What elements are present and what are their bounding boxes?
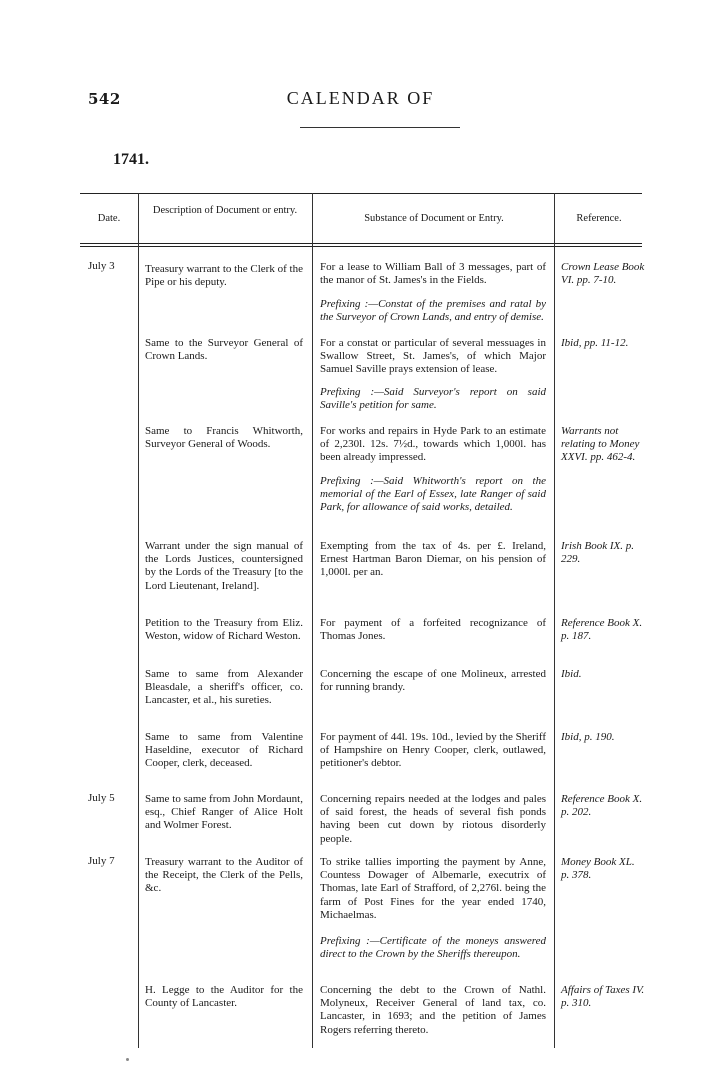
row-prefixing: Prefixing :—Certificate of the moneys answered direct to the Crown by the Sheriffs thereupon. bbox=[320, 935, 546, 961]
row-substance: For a constat or particular of several messuages in Swallow Street, St. James's, of which Major Samuel Saville prays extension of lease. bbox=[320, 337, 546, 376]
row-substance: For payment of a forfeited recognizance of Thomas Jones. bbox=[320, 617, 546, 643]
row-substance: For a lease to William Ball of 3 messages, part of the manor of St. James's in the Fields. bbox=[320, 261, 546, 287]
row-substance: For works and repairs in Hyde Park to an estimate of 2,230l. 12s. 7½d., towards which 1,000l. has been already impressed. bbox=[320, 425, 546, 464]
table-header-rule-2 bbox=[80, 246, 642, 247]
title-rule bbox=[300, 127, 460, 128]
row-description: Same to Francis Whitworth, Surveyor General of Woods. bbox=[145, 425, 303, 451]
row-substance: Concerning the debt to the Crown of Nathl. Molyneux, Receiver General of land tax, co. Lancaster, in 1693; and the petition of James Rogers referring thereto. bbox=[320, 984, 546, 1036]
row-reference: Ibid, p. 190. bbox=[561, 731, 615, 743]
column-divider-description bbox=[312, 193, 313, 1048]
column-header-date: Date. bbox=[97, 213, 121, 224]
column-header-substance: Substance of Document or Entry. bbox=[364, 213, 504, 224]
row-description: Warrant under the sign manual of the Lords Justices, countersigned by the Lords of the Treasury [to the Lord Lieutenant, Ireland]. bbox=[145, 540, 303, 592]
row-description: Petition to the Treasury from Eliz. Weston, widow of Richard Weston. bbox=[145, 617, 303, 643]
row-substance: Exempting from the tax of 4s. per £. Ireland, Ernest Hartman Baron Diemar, on his pension of 1,000l. per an. bbox=[320, 540, 546, 579]
row-reference: Irish Book IX. p. 229. bbox=[561, 540, 635, 566]
row-substance: To strike tallies importing the payment by Anne, Countess Dowager of Albemarle, executrix of Thomas, late Earl of Strafford, of 2,276l. being the farm of Post Fines for the year ended 1740, Michaelmas. bbox=[320, 856, 546, 921]
row-description: Same to same from John Mordaunt, esq., Chief Ranger of Alice Holt and Wolmer Forest. bbox=[145, 793, 303, 832]
row-description: Treasury warrant to the Clerk of the Pipe or his deputy. bbox=[145, 263, 303, 289]
column-header-description: Description of Document or entry. bbox=[152, 205, 298, 216]
row-reference: Reference Book X. p. 187. bbox=[561, 617, 643, 643]
column-divider-date bbox=[138, 193, 139, 1048]
column-header-reference: Reference. bbox=[576, 213, 622, 224]
row-description: Same to same from Valentine Haseldine, executor of Richard Cooper, clerk, deceased. bbox=[145, 731, 303, 770]
row-description: H. Legge to the Auditor for the County of Lancaster. bbox=[145, 984, 303, 1010]
row-reference: Warrants not relating to Money XXVI. pp. 462-4. bbox=[561, 425, 640, 464]
row-description: Same to same from Alexander Bleasdale, a sheriff's officer, co. Lancaster, et al., his sureties. bbox=[145, 668, 303, 707]
row-date: July 7 bbox=[88, 855, 115, 867]
row-date: July 5 bbox=[88, 792, 115, 804]
table-header-rule bbox=[80, 243, 642, 244]
row-reference: Crown Lease Book VI. pp. 7-10. bbox=[561, 261, 645, 287]
row-substance: Concerning repairs needed at the lodges and pales of said forest, the heads of several fish ponds having been cut down by riotous disorderly people. bbox=[320, 793, 546, 845]
page-number: 542 bbox=[88, 90, 121, 108]
row-prefixing: Prefixing :—Said Whitworth's report on the memorial of the Earl of Essex, late Ranger of said Park, for allowance of said works, detailed. bbox=[320, 475, 546, 514]
row-date: July 3 bbox=[88, 260, 115, 272]
running-title: CALENDAR OF bbox=[286, 88, 435, 108]
table-top-rule bbox=[80, 193, 642, 194]
row-reference: Affairs of Taxes IV. p. 310. bbox=[561, 984, 645, 1010]
row-prefixing: Prefixing :—Said Surveyor's report on said Saville's petition for same. bbox=[320, 386, 546, 412]
row-substance: Concerning the escape of one Molineux, arrested for running brandy. bbox=[320, 668, 546, 694]
row-description: Treasury warrant to the Auditor of the Receipt, the Clerk of the Pells, &c. bbox=[145, 856, 303, 895]
column-divider-substance bbox=[554, 193, 555, 1048]
row-reference: Ibid, pp. 11-12. bbox=[561, 337, 629, 349]
page-mark-dot bbox=[126, 1058, 129, 1061]
row-substance: For payment of 44l. 19s. 10d., levied by the Sheriff of Hampshire on Henry Cooper, clerk, outlawed, petitioner's debtor. bbox=[320, 731, 546, 770]
row-reference: Money Book XL. p. 378. bbox=[561, 856, 635, 882]
row-prefixing: Prefixing :—Constat of the premises and ratal by the Surveyor of Crown Lands, and entry of demise. bbox=[320, 298, 546, 324]
row-description: Same to the Surveyor General of Crown Lands. bbox=[145, 337, 303, 363]
year-heading: 1741. bbox=[113, 151, 149, 168]
row-reference: Ibid. bbox=[561, 668, 582, 680]
row-reference: Reference Book X. p. 202. bbox=[561, 793, 643, 819]
